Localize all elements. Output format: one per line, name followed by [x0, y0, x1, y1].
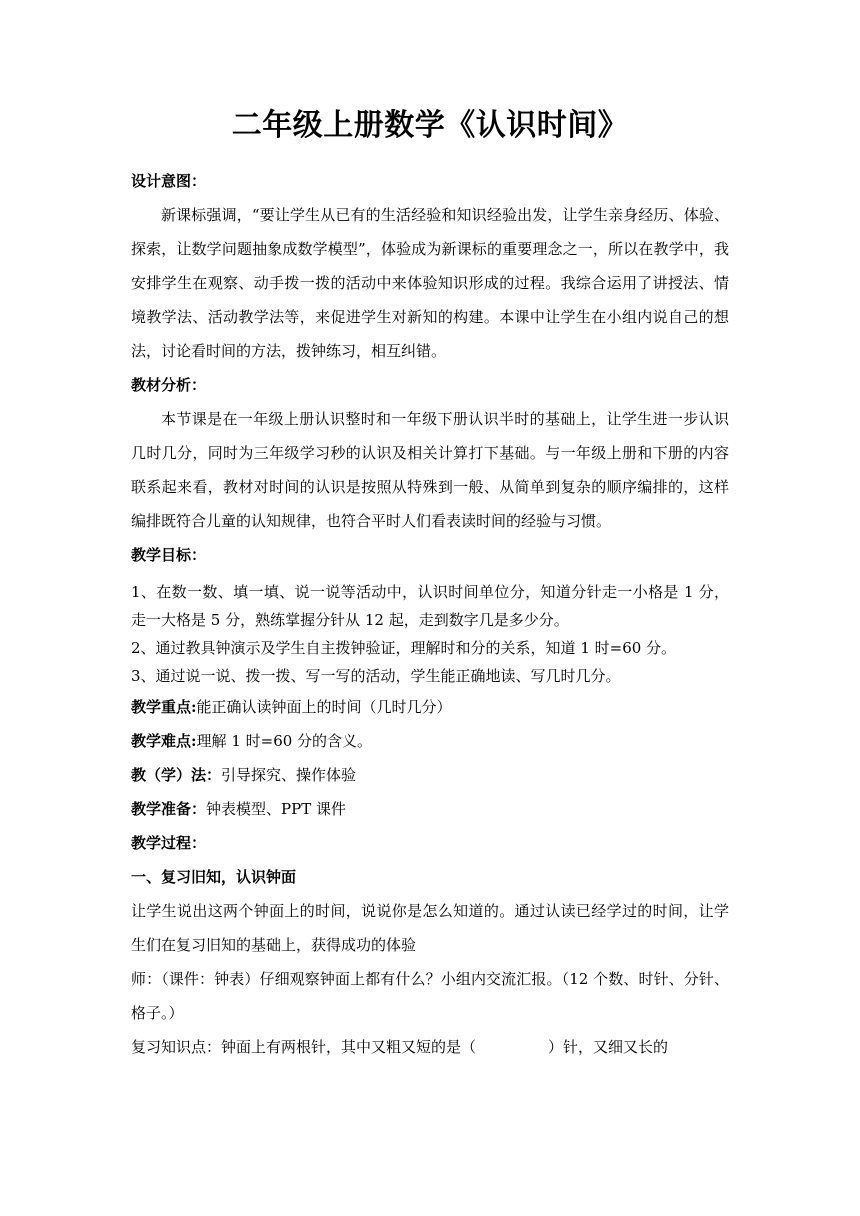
goal-item-2: 2、通过教具钟演示及学生自主拨钟验证，理解时和分的关系，知道 1 时=60 分。: [131, 639, 677, 657]
analysis-heading: 教材分析：: [131, 376, 207, 394]
key-point-label: 教学重点:: [131, 698, 197, 716]
document-page: [131, 100, 729, 1064]
review-text-before: 复习知识点：钟面上有两根针，其中又粗又短的是（: [131, 1038, 477, 1056]
goal-item-3: 3、通过说一说、拨一拨、写一写的活动，学生能正确地读、写几时几分。: [131, 667, 621, 685]
analysis-paragraph: 本节课是在一年级上册认识整时和一年级下册认识半时的基础上，让学生进一步认识几时几分，同时为三年级学习秒的认识及相关计算打下基础。与一年级上册和下册的内容联系起来看，教材对时间的认识是按照从特殊到一般、从简单到复杂的顺序编排的，这样编排既符合儿童的认知规律，也符合平时人们看表读时间的经验与习惯。: [131, 410, 729, 530]
preparation-line: [131, 792, 729, 826]
goals-heading: 教学目标：: [131, 546, 207, 564]
process-heading: 教学过程：: [131, 834, 207, 852]
preparation-value: 钟表模型、PPT 课件: [206, 800, 346, 818]
difficulty-value: 理解 1 时=60 分的含义。: [196, 732, 373, 750]
difficulty-line: [131, 724, 729, 758]
design-heading: 设计意图：: [131, 172, 207, 190]
process-paragraph-1: 让学生说出这两个钟面上的时间，说说你是怎么知道的。通过认读已经学过的时间，让学生们在复习旧知的基础上，获得成功的体验: [131, 902, 729, 954]
key-point-line: [131, 690, 729, 724]
process-paragraph-2: 师：（课件：钟表）仔细观察钟面上都有什么？小组内交流汇报。（12 个数、时针、分针、格子。）: [131, 970, 729, 1022]
preparation-label: 教学准备：: [131, 800, 207, 818]
process-paragraph-3: [131, 1030, 729, 1064]
method-line: [131, 758, 729, 792]
method-value: 引导探究、操作体验: [221, 766, 357, 784]
difficulty-label: 教学难点:: [131, 732, 197, 750]
goals-list: [131, 578, 729, 690]
goal-item-1: 1、在数一数、填一填、说一说等活动中，认识时间单位分，知道分针走一小格是 1 分，走一大格是 5 分，熟练掌握分针从 12 起，走到数字几是多少分。: [131, 583, 729, 629]
review-text-after: ）针，又细又长的: [548, 1038, 669, 1056]
key-point-value: 能正确认读钟面上的时间（几时几分）: [196, 698, 452, 716]
design-paragraph: 新课标强调，“要让学生从已有的生活经验和知识经验出发，让学生亲身经历、体验、探索，让数学问题抽象成数学模型”，体验成为新课标的重要理念之一，所以在教学中，我安排学生在观察、动手拨一拨的活动中来体验知识形成的过程。我综合运用了讲授法、情境教学法、活动教学法等，来促进学生对新知的构建。本课中让学生在小组内说自己的想法，讨论看时间的方法，拨钟练习，相互纠错。: [131, 206, 729, 360]
document-title: 二年级上册数学《认识时间》: [231, 108, 629, 143]
section1-heading: 一、复习旧知，认识钟面: [131, 868, 297, 886]
method-label: 教（学）法：: [131, 766, 222, 784]
